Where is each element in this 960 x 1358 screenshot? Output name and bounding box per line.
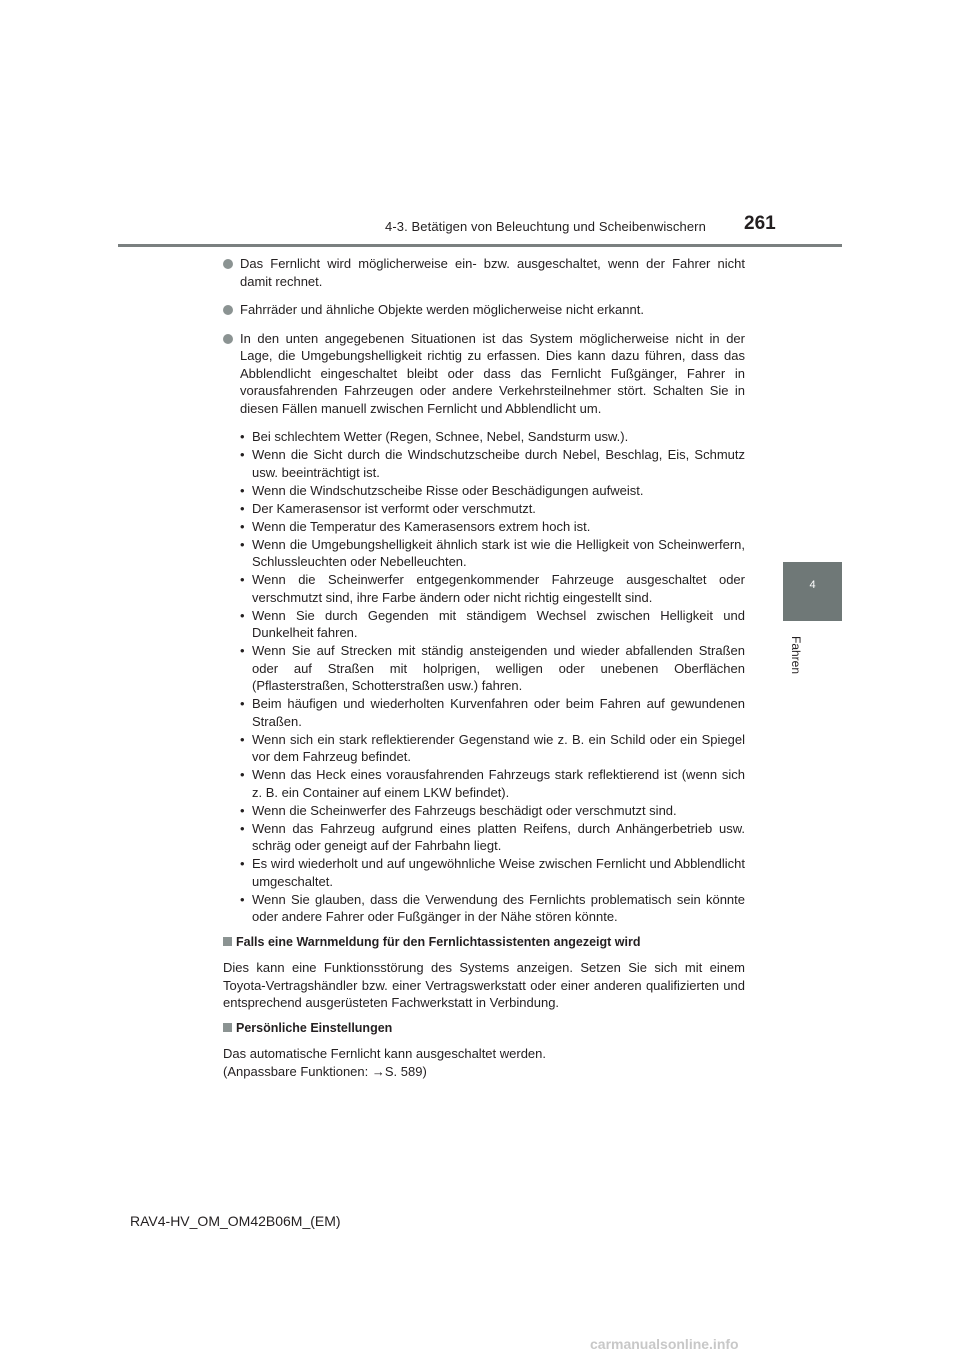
section-heading xyxy=(223,1020,745,1038)
list-dot: • xyxy=(240,696,245,711)
bullet-circle-icon xyxy=(223,305,233,315)
chapter-number: 4 xyxy=(809,579,816,591)
content xyxy=(223,255,745,1088)
list-dot: • xyxy=(240,482,245,498)
section-heading xyxy=(223,934,745,952)
condition-item xyxy=(223,766,745,801)
condition-item xyxy=(223,731,745,766)
section-warning-message xyxy=(223,934,745,1012)
watermark: carmanualsonline.info xyxy=(590,1336,739,1352)
condition-item xyxy=(223,820,745,855)
condition-item xyxy=(223,891,745,926)
section-body xyxy=(223,959,745,1012)
header-title: 4-3. Betätigen von Beleuchtung und Scheibenwischern xyxy=(385,219,706,234)
bullet-item xyxy=(223,330,745,418)
condition-item xyxy=(223,642,745,695)
list-dot: • xyxy=(240,500,245,516)
section-text: Das automatische Fernlicht kann ausgeschaltet werden. xyxy=(223,1046,547,1061)
condition-text: Wenn die Temperatur des Kamerasensors extrem hoch ist. xyxy=(252,518,591,534)
bullet-text: Fahrräder und ähnliche Objekte werden möglicherweise nicht erkannt. xyxy=(240,302,644,317)
list-dot: • xyxy=(240,802,245,818)
condition-text: Wenn das Fahrzeug aufgrund eines platten Reifens, durch Anhängerbetrieb usw. schräg oder geneigt auf der Fahrbahn liegt. xyxy=(252,820,745,853)
condition-item xyxy=(223,607,745,642)
condition-item xyxy=(223,695,745,730)
condition-text: Bei schlechtem Wetter (Regen, Schnee, Nebel, Sandsturm usw.). xyxy=(252,429,629,444)
condition-text: Wenn Sie auf Strecken mit ständig ansteigenden und wieder abfallenden Straßen oder auf Straßen mit holprigen, welligen oder unebenen Oberflächen (Pflasterstraßen, Schotterstraßen usw.) fahren. xyxy=(252,643,745,693)
condition-text: Wenn die Scheinwerfer des Fahrzeugs beschädigt oder verschmutzt sind. xyxy=(252,802,677,818)
section-heading-text: Persönliche Einstellungen xyxy=(236,1020,393,1035)
list-dot: • xyxy=(240,536,245,552)
page-number: 261 xyxy=(744,213,776,234)
bullet-text: Das Fernlicht wird möglicherweise ein- bzw. ausgeschaltet, wenn der Fahrer nicht damit rechnet. xyxy=(240,256,745,289)
condition-text: Wenn sich ein stark reflektierender Gegenstand wie z. B. ein Schild oder ein Spiegel vor dem Fahrzeug befindet. xyxy=(252,731,745,764)
list-dot: • xyxy=(240,820,245,836)
condition-text: Wenn die Sicht durch die Windschutzscheibe durch Nebel, Beschlag, Eis, Schmutz usw. beeinträchtigt ist. xyxy=(252,447,745,480)
bullet-item xyxy=(223,301,745,319)
list-dot: • xyxy=(240,447,245,462)
condition-item xyxy=(223,482,745,500)
chapter-tab xyxy=(783,562,842,621)
condition-text: Wenn die Umgebungshelligkeit ähnlich stark ist wie die Helligkeit von Scheinwerfern, Schlussleuchten oder Nebelleuchten. xyxy=(252,536,745,569)
chapter-label: Fahren xyxy=(789,636,803,675)
list-dot: • xyxy=(240,856,245,871)
footer-manual-code: RAV4-HV_OM_OM42B06M_(EM) xyxy=(130,1213,341,1229)
condition-item xyxy=(223,500,745,518)
condition-item xyxy=(223,571,745,606)
condition-item xyxy=(223,536,745,571)
section-personal-settings xyxy=(223,1020,745,1081)
list-dot: • xyxy=(240,891,245,907)
list-dot: • xyxy=(240,572,245,587)
list-dot: • xyxy=(240,643,245,658)
condition-text: Es wird wiederholt und auf ungewöhnliche Weise zwischen Fernlicht und Abblendlicht umgeschaltet. xyxy=(252,856,745,889)
condition-item xyxy=(223,446,745,481)
condition-text: Wenn Sie durch Gegenden mit ständigem Wechsel zwischen Helligkeit und Dunkelheit fahren. xyxy=(252,607,745,640)
conditions-list xyxy=(223,428,745,926)
condition-text: Wenn die Windschutzscheibe Risse oder Beschädigungen aufweist. xyxy=(252,482,644,498)
list-dot: • xyxy=(240,731,245,747)
section-body xyxy=(223,1045,745,1080)
square-bullet-icon xyxy=(223,937,232,946)
condition-text: Wenn Sie glauben, dass die Verwendung des Fernlichts problematisch sein könnte oder andere Fahrer oder Fußgänger in der Nähe stören könnte. xyxy=(252,891,745,924)
list-dot: • xyxy=(240,607,245,623)
list-dot: • xyxy=(240,518,245,534)
condition-text: Wenn das Heck eines vorausfahrenden Fahrzeugs stark reflektierend ist (wenn sich z. B. ein Container auf einem LKW befindet). xyxy=(252,767,745,800)
condition-text: Der Kamerasensor ist verformt oder verschmutzt. xyxy=(252,500,536,516)
bullet-item xyxy=(223,255,745,290)
condition-text: Beim häufigen und wiederholten Kurvenfahren oder beim Fahren auf gewundenen Straßen. xyxy=(252,696,745,729)
section-text: Dies kann eine Funktionsstörung des Systems anzeigen. Setzen Sie sich mit einem Toyota-Vertragshändler bzw. einer Vertragswerkstatt oder einer anderen qualifizierten und entsprechend ausgerüsteten Fachwerkstatt in Verbindung. xyxy=(223,960,745,1010)
condition-item xyxy=(223,802,745,820)
condition-item xyxy=(223,518,745,536)
section-heading-text: Falls eine Warnmeldung für den Fernlichtassistenten angezeigt wird xyxy=(236,934,641,949)
condition-text: Wenn die Scheinwerfer entgegenkommender Fahrzeuge ausgeschaltet oder verschmutzt sind, ihre Farbe ändern oder nicht richtig eingestellt sind. xyxy=(252,572,745,605)
bullet-text: In den unten angegebenen Situationen ist das System möglicherweise nicht in der Lage, die Umgebungshelligkeit richtig zu erfassen. Dies kann dazu führen, dass das Abblendlicht eingeschaltet bleibt oder dass das Fernlicht Fußgänger, Fahrer in vorausfahrenden Fahrzeugen oder andere Verkehrsteilnehmer stört. Schalten Sie in diesen Fällen manuell zwischen Fernlicht und Abblendlicht um. xyxy=(240,330,745,416)
header-rule xyxy=(118,244,842,247)
section-text: (Anpassbare Funktionen: →S. 589) xyxy=(223,1063,427,1079)
condition-item xyxy=(223,428,745,446)
square-bullet-icon xyxy=(223,1023,232,1032)
bullet-circle-icon xyxy=(223,334,233,344)
condition-item xyxy=(223,855,745,890)
bullet-circle-icon xyxy=(223,259,233,269)
list-dot: • xyxy=(240,429,245,444)
list-dot: • xyxy=(240,767,245,782)
